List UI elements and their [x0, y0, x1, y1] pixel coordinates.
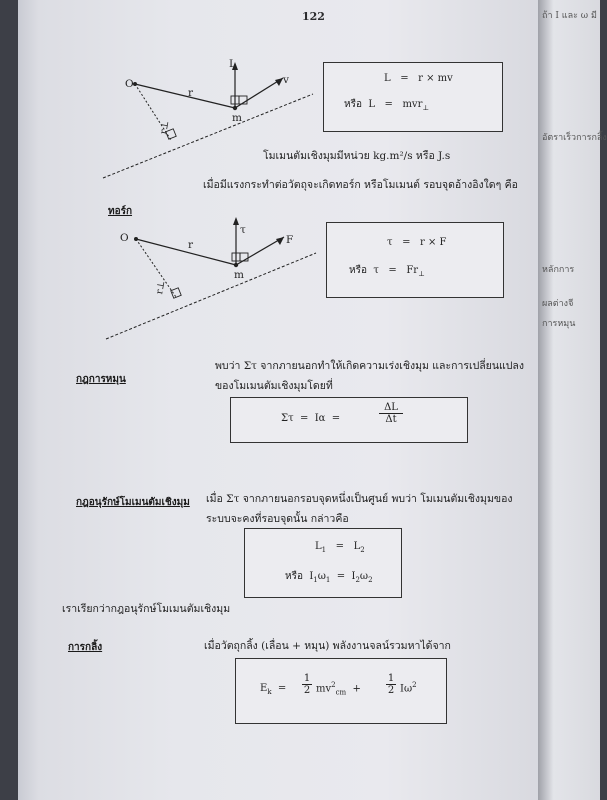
box2-eq: = [402, 237, 411, 248]
box4-I2: I [351, 571, 356, 582]
fig2-label-r: r [188, 239, 194, 251]
box5-frac2-den: 2 [387, 685, 395, 696]
box4-eq2: = [336, 571, 346, 582]
box2-lhs: τ [387, 237, 393, 248]
conservation-note: เราเรียกว่ากฎอนุรักษ์โมเมนตัมเชิงมุม [62, 603, 231, 615]
torque-heading: ทอร์ก [108, 206, 133, 217]
torque-formula-box [326, 222, 504, 298]
box5-lhs: E [260, 683, 268, 694]
rotation-law-line2: ของโมเมนตัมเชิงมุมโดยที่ [215, 380, 333, 392]
box1-rhs2-sub: ⊥ [422, 104, 429, 112]
box2-prefix: หรือ [349, 265, 367, 276]
fig1-label-L: L [229, 58, 236, 70]
angular-momentum-formula-box [323, 62, 503, 132]
box5-term1-sup: 2 [331, 681, 336, 689]
book-page [18, 0, 543, 800]
conservation-heading: กฎอนุรักษ์โมเมนตัมเชิงมุม [76, 497, 190, 508]
rotation-law-formula-box [230, 397, 468, 443]
rolling-heading: การกลิ้ง [68, 642, 103, 653]
rotation-law-heading: กฎการหมุน [76, 374, 126, 385]
box4-rhs-sub: 2 [360, 546, 365, 554]
edge-text-3: หลักการ [542, 265, 575, 275]
box3-mid: Iα [314, 413, 326, 424]
box4-I1-sub: 1 [313, 576, 318, 584]
box4-lhs-sub: 1 [321, 546, 327, 554]
box2-rhs: r × F [420, 237, 447, 248]
box4-prefix: หรือ [285, 571, 303, 582]
box2-rhs2-sub: ⊥ [418, 270, 425, 278]
box1-eq2: = [384, 99, 393, 110]
box3-eq2: = [331, 413, 341, 424]
box1-rhs2: mvr [402, 99, 423, 110]
box5-frac1-den: 2 [303, 685, 311, 696]
angular-momentum-unit: โมเมนตัมเชิงมุมมีหน่วย kg.m²/s หรือ J.s [263, 150, 451, 162]
fig2-label-tau: τ [240, 224, 246, 236]
box4-w1-sub: 1 [325, 576, 331, 584]
conservation-line2: ระบบจะคงที่รอบจุดนั้น กล่าวคือ [206, 513, 349, 525]
rotation-law-line1: พบว่า Στ จากภายนอกทำให้เกิดความเร่งเชิงมุม และการเปลี่ยนแปลง [215, 360, 524, 372]
fig1-label-m: m [232, 112, 242, 124]
box5-frac2-num: 1 [387, 673, 395, 684]
rolling-formula-box [235, 658, 447, 724]
box5-lhs-sub: k [267, 688, 272, 696]
fig2-label-F: F [286, 234, 294, 246]
adjacent-page-edge [538, 0, 607, 800]
box5-term1: mv [316, 683, 332, 695]
box2-rhs2: Fr [406, 265, 419, 276]
fig2-label-rperp: r⊥ [154, 279, 168, 296]
box1-prefix: หรือ [344, 99, 362, 110]
box1-rhs: r × mv [418, 73, 453, 84]
conservation-line1: เมื่อ Στ จากภายนอกรอบจุดหนึ่งเป็นศูนย์ พบว่า โมเมนตัมเชิงมุมของ [206, 493, 513, 505]
box4-w2-sub: 2 [368, 576, 373, 584]
box1-eq: = [400, 73, 409, 84]
edge-text-5: การหมุน [542, 319, 576, 329]
box3-lhs: Στ [281, 413, 294, 424]
box4-I1: I [309, 571, 314, 582]
page-number: 122 [302, 10, 325, 23]
fig1-label-v: v [283, 74, 289, 86]
fig1-label-rperp: r⊥ [158, 119, 172, 136]
edge-text-1: ถ้า I และ ω มี [542, 11, 597, 21]
conservation-formula-box [244, 528, 402, 598]
torque-text: เมื่อมีแรงกระทำต่อวัตถุจะเกิดทอร์ก หรือโมเมนต์ รอบจุดอ้างอิงใดๆ คือ [203, 179, 518, 191]
box5-term2: Iω [400, 683, 413, 695]
edge-text-2: อัตราเร็วการกลิ้ง [542, 133, 607, 143]
box3-num: ΔL [379, 402, 403, 414]
box4-eq: = [335, 541, 345, 552]
box4-w1: ω [317, 571, 326, 582]
edge-text-4: ผลต่างจี [542, 299, 574, 309]
box5-term2-sup: 2 [412, 681, 417, 689]
box5-eq: = [277, 683, 287, 694]
rolling-text: เมื่อวัตถุกลิ้ง (เลื่อน + หมุน) พลังงานจลน์รวมหาได้จาก [204, 640, 451, 652]
box3-eq1: = [299, 413, 309, 424]
box4-w2: ω [359, 571, 369, 582]
box4-rhs: L [353, 541, 361, 552]
box1-lhs: L [384, 73, 391, 84]
fig1-label-O: O [125, 78, 134, 90]
box1-lhs2: L [368, 99, 375, 110]
fig2-label-m: m [234, 269, 244, 281]
box5-plus: + [352, 683, 361, 695]
box4-lhs: L [315, 541, 322, 552]
box2-eq2: = [388, 265, 397, 276]
box3-den: Δt [385, 414, 397, 425]
fig2-label-O: O [120, 232, 129, 244]
box5-frac1-num: 1 [303, 673, 311, 684]
box4-I2-sub: 2 [355, 576, 360, 584]
box5-term1-sub: cm [335, 688, 347, 697]
fig1-label-r: r [188, 87, 194, 99]
box2-lhs2: τ [373, 265, 379, 276]
